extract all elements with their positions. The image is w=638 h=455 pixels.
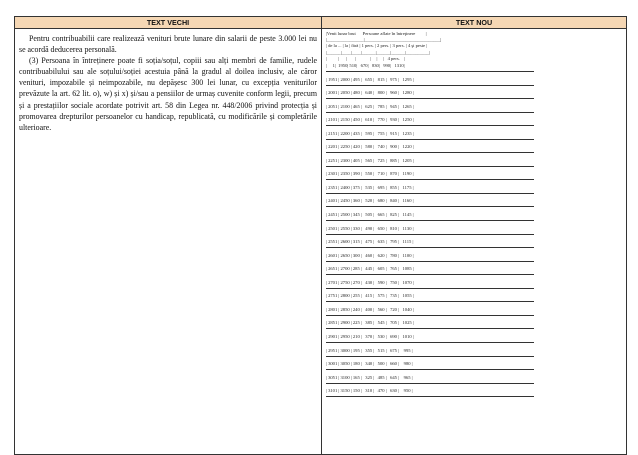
income-table-row	[326, 104, 624, 118]
income-table-row	[326, 253, 624, 267]
income-table-row	[326, 90, 624, 104]
income-table-row-text: | 2401 | 2450 | 360 | 520 | 680 | 840 | 1160 |	[326, 198, 414, 204]
row-underline	[326, 125, 534, 126]
header-new-text: TEXT NOU	[322, 17, 627, 29]
income-table-row-text: | 2301 | 2350 | 390 | 550 | 710 | 870 | 1190 |	[326, 171, 414, 177]
income-table-row	[326, 212, 624, 226]
income-table-row-text: | 2701 | 2750 | 270 | 430 | 590 | 750 | 1070 |	[326, 279, 414, 285]
income-table-row-text: | 2151 | 2200 | 435 | 595 | 755 | 915 | 1235 |	[326, 130, 414, 136]
row-underline	[326, 206, 534, 207]
row-underline	[326, 234, 534, 235]
income-table-row	[326, 117, 624, 131]
income-table-row	[326, 388, 624, 402]
row-underline	[326, 166, 534, 167]
row-underline	[326, 152, 534, 153]
income-table-row-text: | 2651 | 2700 | 285 | 445 | 605 | 765 | 1085 |	[326, 266, 414, 272]
income-table-row-text: | 3001 | 3050 | 180 | 340 | 500 | 660 | 980 |	[326, 361, 413, 367]
income-table-row	[326, 63, 624, 77]
income-table-row-text: | 2351 | 2400 | 375 | 535 | 695 | 855 | 1175 |	[326, 184, 414, 190]
income-table-header-line: |Venit lunar brut Persoane aflate în întreţinere |	[326, 31, 427, 36]
row-underline	[326, 342, 534, 343]
income-table-row	[326, 144, 624, 158]
row-underline	[326, 328, 534, 329]
income-table-header-line: |______|____|____|______|______|______|__________|	[326, 49, 430, 55]
income-table-header-line: | de la ... | la | fără | 1 pers. | 2 pers. | 3 pers. | 4 şi peste |	[326, 43, 428, 49]
income-table-row-text: | 2251 | 2300 | 405 | 565 | 725 | 885 | 1205 |	[326, 157, 414, 163]
income-table-row	[326, 375, 624, 389]
income-table-row-text: | 2451 | 2500 | 345 | 505 | 665 | 825 | 1145 |	[326, 212, 414, 218]
income-table-rows	[326, 63, 624, 402]
header-old-text: TEXT VECHI	[15, 17, 322, 29]
income-table-row	[326, 334, 624, 348]
row-underline	[326, 112, 534, 113]
income-table-row	[326, 77, 624, 91]
row-underline	[326, 139, 534, 140]
new-text-cell	[322, 29, 627, 455]
row-underline	[326, 301, 534, 302]
comparison-page	[14, 16, 626, 453]
income-table-row	[326, 361, 624, 375]
income-table-row	[326, 171, 624, 185]
income-table-row	[326, 348, 624, 362]
table-body-row	[15, 29, 627, 455]
income-table-row	[326, 185, 624, 199]
income-table-row	[326, 131, 624, 145]
income-table-header-line: |________________|_________________________________|	[326, 37, 442, 43]
row-underline	[326, 356, 534, 357]
row-underline	[326, 274, 534, 275]
income-table-row	[326, 198, 624, 212]
income-table-row-text: | 2051 | 2100 | 465 | 625 | 785 | 945 | 1265 |	[326, 103, 414, 109]
row-underline	[326, 247, 534, 248]
income-table-row	[326, 266, 624, 280]
income-table-row-text: | 1951 | 2000 | 495 | 655 | 815 | 975 | 1295 |	[326, 76, 414, 82]
old-text-content	[15, 29, 321, 133]
row-underline	[326, 369, 534, 370]
old-text-cell	[15, 29, 322, 455]
income-table-row-text: | 2951 | 3000 | 195 | 355 | 515 | 675 | 995 |	[326, 347, 413, 353]
row-underline	[326, 288, 534, 289]
income-table-row	[326, 320, 624, 334]
row-underline	[326, 220, 534, 221]
income-table-row	[326, 280, 624, 294]
income-table-row-text: | 2101 | 2150 | 450 | 610 | 770 | 930 | 1250 |	[326, 117, 414, 123]
row-underline	[326, 396, 534, 397]
income-table-row-text: | 2551 | 2600 | 315 | 475 | 635 | 795 | 1115 |	[326, 239, 414, 245]
income-table-row-text: | 3101 | 3150 | 150 | 310 | 470 | 630 | 950 |	[326, 388, 413, 394]
income-table-row-text: | 3051 | 3100 | 165 | 325 | 485 | 645 | 965 |	[326, 374, 413, 380]
income-table-header-line: | | | | | | | 4 pers. |	[326, 55, 406, 61]
row-underline	[326, 193, 534, 194]
income-table-row-text: | 2851 | 2900 | 225 | 385 | 545 | 705 | 1025 |	[326, 320, 414, 326]
row-underline	[326, 383, 534, 384]
comparison-table	[14, 16, 627, 455]
income-table-row-text: | 2201 | 2250 | 420 | 580 | 740 | 900 | 1220 |	[326, 144, 414, 150]
income-table-header	[326, 31, 624, 62]
row-underline	[326, 71, 534, 72]
income-table-row-text: | 2501 | 2550 | 330 | 490 | 650 | 810 | 1130 |	[326, 225, 414, 231]
income-table-row-text: | 2751 | 2800 | 255 | 415 | 575 | 735 | 1055 |	[326, 293, 414, 299]
table-header-row	[15, 17, 627, 29]
row-underline	[326, 85, 534, 86]
new-text-content	[322, 29, 626, 402]
income-table-row	[326, 226, 624, 240]
row-underline	[326, 261, 534, 262]
income-table-row-text: | 2801 | 2850 | 240 | 400 | 560 | 720 | 1040 |	[326, 306, 414, 312]
income-table-row	[326, 307, 624, 321]
income-table-row-text: | 2001 | 2050 | 480 | 640 | 800 | 960 | 1280 |	[326, 90, 414, 96]
income-table-row-text: | 2601 | 2650 | 300 | 460 | 620 | 780 | 1100 |	[326, 252, 414, 258]
income-table-row-text: | 2901 | 2950 | 210 | 370 | 530 | 690 | 1010 |	[326, 333, 414, 339]
income-table-row-text: | 1| 1950| 510| 670| 830| 990| 1310|	[326, 63, 405, 69]
income-table-row	[326, 239, 624, 253]
row-underline	[326, 315, 534, 316]
old-paragraph-2: (3) Persoana în întreținere poate fi soția/soțul, copiii sau alți membri de familie, rudele contribuabilului sau ale soțului/soției acestuia până la gradul al doilea inclusiv, ale căror venituri, impozabile și neimpozabile, nu depășesc 300 lei lunar, cu excepția veniturilor prevăzute la art. 62 lit. o), w) și x) și/sau a pensiilor de urmaș cuvenite conform legii, precum și a prestațiilor sociale acordate potrivit art. 58 din Legea nr. 448/2006 privind protecția și promovarea drepturilor persoanelor cu handicap, republicată, cu modificările și completările ulterioare.	[19, 56, 317, 132]
row-underline	[326, 98, 534, 99]
row-underline	[326, 179, 534, 180]
income-table-row	[326, 158, 624, 172]
income-table-row	[326, 293, 624, 307]
old-paragraph-1: Pentru contribuabilii care realizează venituri brute lunare din salarii de peste 3.000 lei nu se acordă deducerea personală.	[19, 34, 317, 55]
